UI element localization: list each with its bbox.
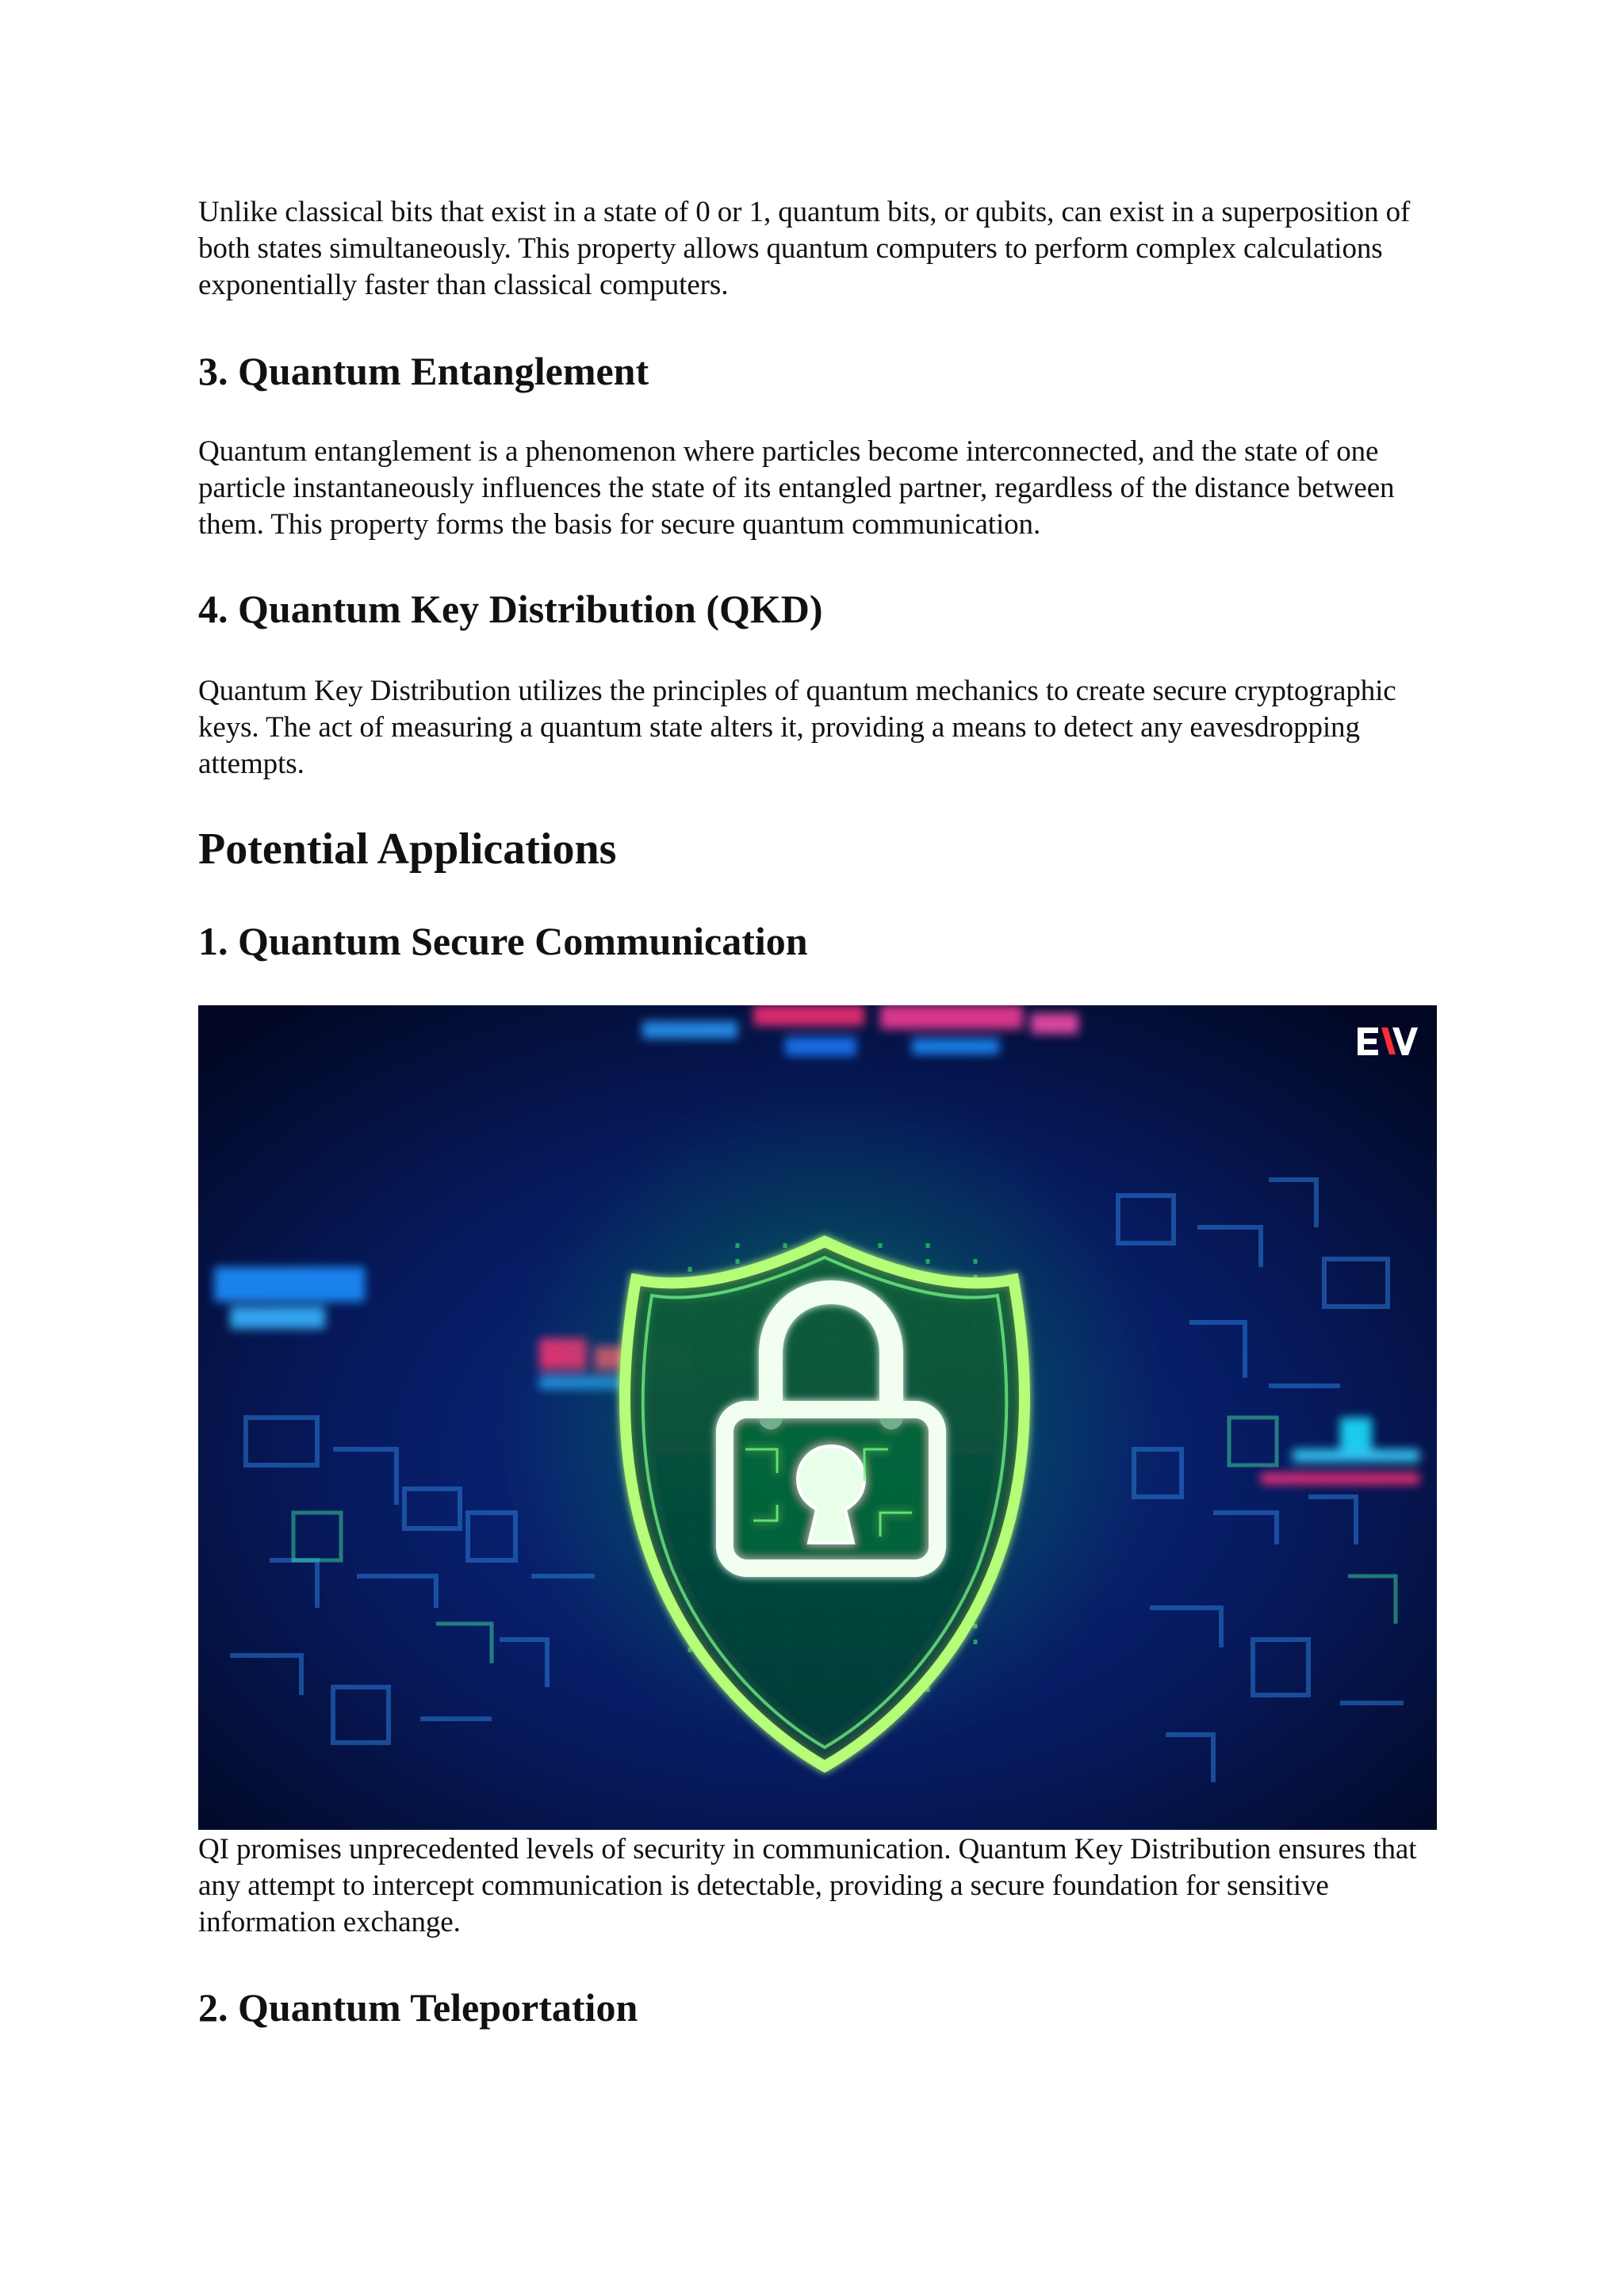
heading-quantum-entanglement: 3. Quantum Entanglement	[198, 349, 649, 393]
heading-quantum-teleportation: 2. Quantum Teleportation	[198, 1985, 638, 2030]
paragraph-entanglement: Quantum entanglement is a phenomenon where particles become interconnected, and the state of one particle instantaneously influences the state of its entangled partner, regardless of the distance between them. This property forms the basis for secure quantum communication.	[198, 435, 1395, 541]
paragraph-qubits: Unlike classical bits that exist in a state of 0 or 1, quantum bits, or qubits, can exist in a superposition of both states simultaneously. This property allows quantum computers to perform complex calculations exponentially faster than classical computers.	[198, 196, 1411, 301]
heading-secure-communication: 1. Quantum Secure Communication	[198, 919, 808, 963]
paragraph-qkd: Quantum Key Distribution utilizes the principles of quantum mechanics to create secure cryptographic keys. The act of measuring a quantum state alters it, providing a means to detect any eavesdropping attempts.	[198, 675, 1396, 780]
heading-qkd: 4. Quantum Key Distribution (QKD)	[198, 587, 823, 631]
security-illustration	[198, 1005, 1437, 1830]
paragraph-secure-communication: QI promises unprecedented levels of security in communication. Quantum Key Distribution ensures that any attempt to intercept communication is detectable, providing a secure foundation for sensitive information exchange.	[198, 1833, 1417, 1938]
heading-potential-applications: Potential Applications	[198, 825, 617, 874]
